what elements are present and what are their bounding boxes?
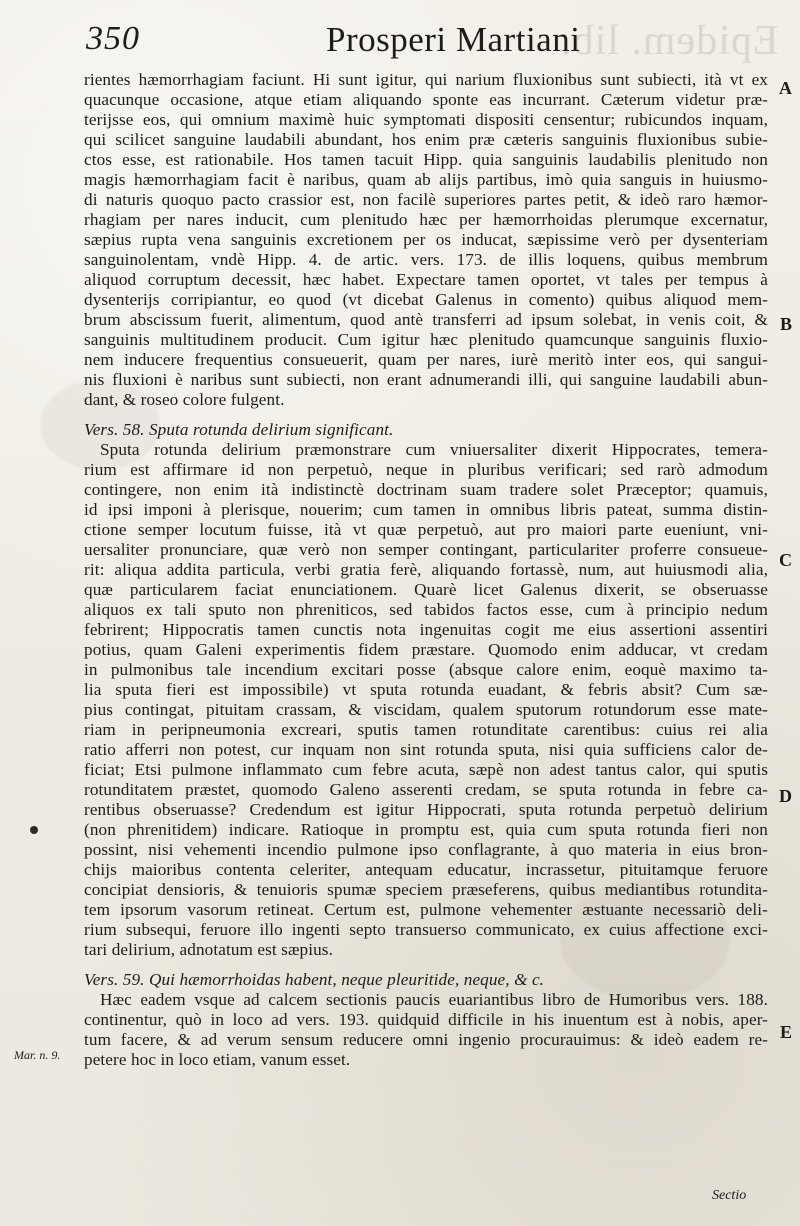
- text-line: id ipsi imponi à plerisque, nouerim; cum tamen in omnibus libris pateat, summa distin-: [84, 500, 768, 519]
- text-line: possint, nisi vehementi incendio pulmone ipso conflagrante, à quo materia in eius bron-: [84, 840, 768, 859]
- text-line: quæ particularem faciat enunciationem. Quarè licet Galenus dixerit, se obseruasse: [84, 580, 768, 599]
- text-line: sanguinolentam, vndè Hipp. 4. de artic. vers. 173. de illis loquens, quibus membrum: [84, 250, 768, 269]
- text-line: (non phrenitidem) indicare. Ratioque in promptu est, quia cum sputa rotunda fieri non: [84, 820, 768, 839]
- text-block: [84, 70, 768, 1070]
- text-line: dant, & roseo colore fulgent.: [84, 390, 285, 409]
- text-line: aliquod corruptum decessit, hæc habet. Expectare tamen oportet, vt tales per tempus à: [84, 270, 768, 289]
- text-line: rium subsequi, feruore illo ingenti septo transuerso communicato, ex cuius affectione exci-: [84, 920, 768, 939]
- opening-paragraph: [84, 70, 768, 410]
- text-line: contingere, non enim ità indistinctè doctrinam suam tradere solet Præceptor; quamuis,: [84, 480, 768, 499]
- text-line: rhagiam per nares inducit, cum plenitudo hæc per hæmorrhoidas plerumque excernatur,: [84, 210, 768, 229]
- text-line: rotunditatem præstet, quomodo Galeno asserenti credam, se sputa rotunda in febre ca-: [84, 780, 768, 799]
- text-line: terijsse eos, qui omnium maximè huic symptomati dispositi censentur; rubicundos inquam,: [84, 110, 768, 129]
- text-line: sæpius rupta vena sanguinis excretionem per os inducat, sæpissime verò per dysenteriam: [84, 230, 768, 249]
- text-line: brum abscissum fuerit, alimentum, quod antè transferri ad ipsum solebat, in venis coit, &: [84, 310, 768, 329]
- section-vers-59: [84, 970, 768, 1070]
- text-line: rium est affirmare id non perpetuò, neque in pluribus verificari; sed rarò admodum: [84, 460, 768, 479]
- text-line: sanguinis multitudinem producit. Cum igitur hæc plenitudo quamcunque sanguinis fluxio-: [84, 330, 768, 349]
- text-line: lia sputa fieri est impossibile) vt sputa rotunda euadant, & febris absit? Cum sæ-: [84, 680, 768, 699]
- margin-letter-c: C: [779, 550, 792, 570]
- text-line: qui scilicet sanguine laudabili abundant, hos enim præ cæteris sanguinis fluxionibus subie-: [84, 130, 768, 149]
- text-line: ratio afferri non potest, cur inquam non sint rotunda sputa, nisi quia sufficiens calor de-: [84, 740, 768, 759]
- margin-letter-e: E: [779, 1022, 792, 1042]
- text-line: di naturis quoquo pacto crassior est, non facilè superiores partes petit, & ideò raro hæmor-: [84, 190, 768, 209]
- text-line: ctione semper locutum fuisse, ità vt quæ perpetuò, aut pro maiori parte eueniunt, vni-: [84, 520, 768, 539]
- text-line: in pulmonibus tale incendium excitari posse (absque calore enim, eoquè maximo ta-: [84, 660, 768, 679]
- text-line: tum facere, & ad verum sensum reducere omni ingenio procurauimus: & ideò eadem re-: [84, 1030, 768, 1049]
- margin-letter-a: A: [779, 78, 792, 98]
- text-line: riam in peripneumonia excreari, sputis tamen rotunditate carentibus: cuius rei alia: [84, 720, 768, 739]
- text-line: rit: aliqua addita particula, verbi gratia ferè, aliquando fortassè, num, aut huiusmodi alia,: [84, 560, 768, 579]
- section-gap: [84, 410, 768, 420]
- text-line: nem inducere frequentius consueuerit, quam per nares, iurè meritò inter eos, qui sangui-: [84, 350, 768, 369]
- page-title: Prosperi Martiani: [326, 20, 581, 59]
- text-line: tari delirium, adnotatum est sæpius.: [84, 940, 333, 959]
- page-number: 350: [86, 20, 140, 57]
- text-line: concipiat densioris, & tenuioris spumæ speciem præseferens, quibus mediantibus rotundita-: [84, 880, 768, 899]
- text-line: ctos esse, est rationabile. Hos tamen tacuit Hipp. quia sanguinis laudabilis plenitudo non: [84, 150, 768, 169]
- text-line: quacunque occasione, atque etiam aliquando sponte eas incurrant. Cæterum videtur præ-: [84, 90, 768, 109]
- text-line: chijs maioribus contenta celeriter, antequam educatur, incrassetur, pituitamque feruore: [84, 860, 768, 879]
- text-line: potius, quam Galeni experimentis fidem præstare. Quomodo enim adducar, vt credam: [84, 640, 768, 659]
- section-vers-58: [84, 420, 768, 960]
- text-line: Hæc eadem vsque ad calcem sectionis paucis euariantibus libro de Humoribus vers. 188.: [100, 990, 768, 1009]
- text-line: magis hæmorrhagiam facit è naribus, quam ab alijs partibus, imò quia sanguis in huiusmo-: [84, 170, 768, 189]
- text-line: ficiat; Etsi pulmone inflammato cum febre acuta, sæpè non adest tantus calor, qui sputis: [84, 760, 768, 779]
- text-line: uersaliter pronunciare, quæ verò non semper contingant, particulariter proferre consueue-: [84, 540, 768, 559]
- text-line: rentibus obseruasse? Credendum est igitur Hippocrati, sputa rotunda perpetuò delirium: [84, 800, 768, 819]
- text-line: febrirent; Hippocratis tamen cunctis nota ingenuitas cogit me eius assertioni assentiri: [84, 620, 768, 639]
- text-line: dysenterijs corripiantur, eo quod (vt dicebat Galenus in comento) quibus aliquod mem-: [84, 290, 768, 309]
- text-line: rientes hæmorrhagiam faciunt. Hi sunt igitur, qui narium fluxionibus sunt subiecti, ità vt ex: [84, 70, 768, 89]
- section-heading: Vers. 58. Sputa rotunda delirium significant.: [84, 420, 394, 439]
- section-gap: [84, 960, 768, 970]
- margin-letter-d: D: [779, 786, 792, 806]
- text-line: nis fluxioni è naribus sunt subiecti, non erant adnumerandi illi, qui sanguine laudabili abun-: [84, 370, 768, 389]
- catchword: Sectio: [712, 1188, 747, 1203]
- text-line: continentur, quò in loco ad vers. 193. quidquid difficile in his inuentum est à nobis, aper-: [84, 1010, 768, 1029]
- running-header: [86, 22, 606, 66]
- bleed-through-text: Epidem. lib.: [560, 18, 779, 64]
- text-line: tem ipsorum vasorum retineat. Certum est, pulmone vehementer æstuante necessariò deli-: [84, 900, 768, 919]
- text-line: Sputa rotunda delirium præmonstrare cum vniuersaliter dixerit Hippocrates, temera-: [100, 440, 768, 459]
- text-line: pius contingat, pituitam crassam, & viscidam, qualem sputorum rotundorum esse mate-: [84, 700, 768, 719]
- section-heading: Vers. 59. Qui hæmorrhoidas habent, neque pleuritide, neque, & c.: [84, 970, 545, 989]
- text-line: aliquos ex tali sputo non phreniticos, sed tabidos factos esse, cum à principio nedum: [84, 600, 768, 619]
- side-note: Mar. n. 9.: [14, 1048, 61, 1062]
- margin-letter-b: B: [779, 314, 792, 334]
- text-line: petere hoc in loco etiam, vanum esset.: [84, 1050, 351, 1069]
- margin-dot: [30, 826, 38, 834]
